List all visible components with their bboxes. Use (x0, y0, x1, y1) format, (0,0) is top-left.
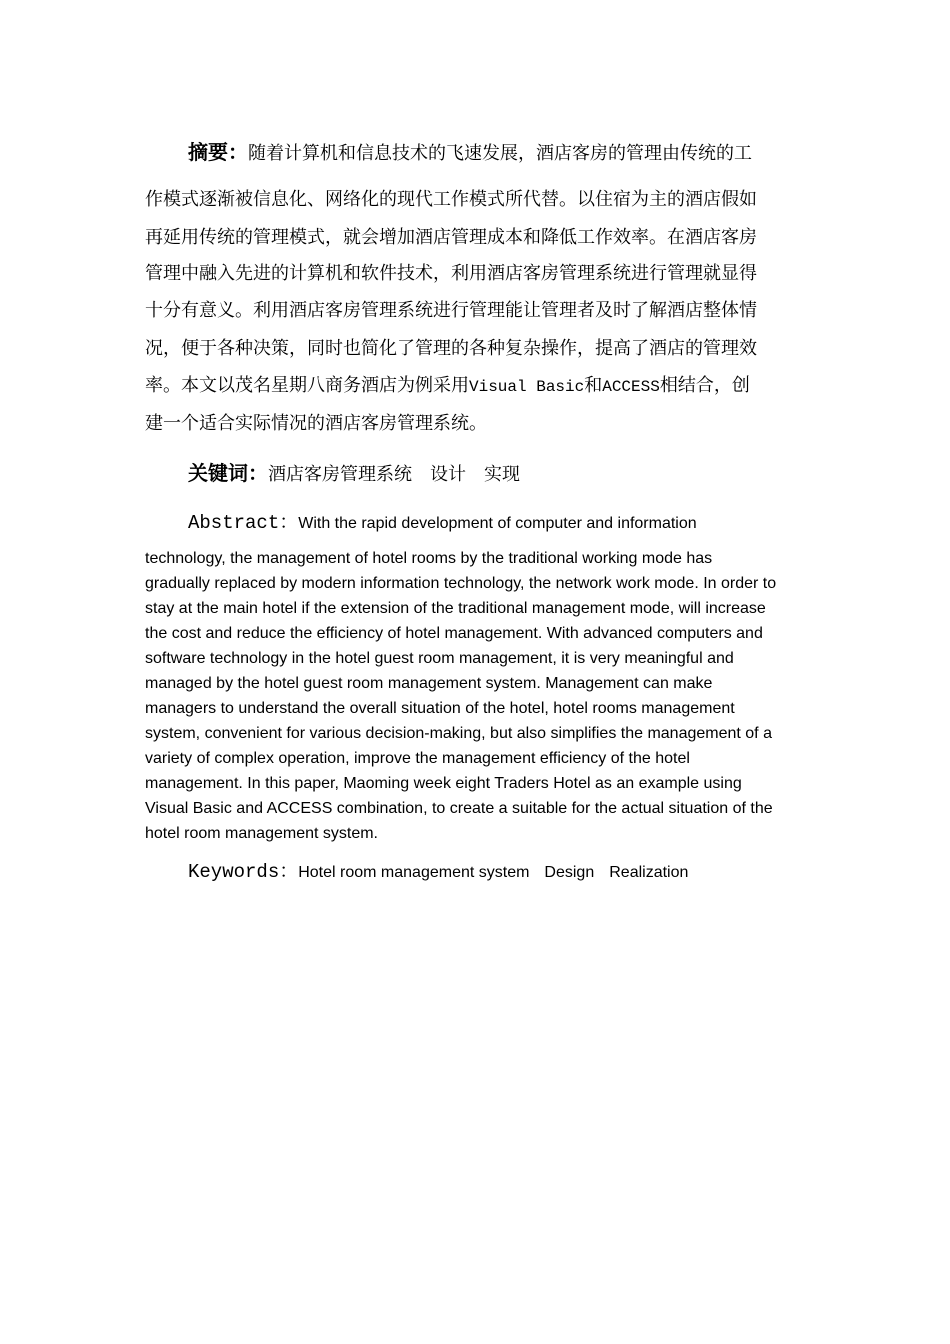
abstract-en-label: Abstract： (188, 512, 299, 534)
keyword-cn: 酒店客房管理系统 (268, 464, 412, 485)
abstract-en-first-line (188, 511, 697, 535)
keyword-en: Hotel room management system (298, 864, 530, 881)
abstract-cn-access: ACCESS (602, 378, 660, 396)
abstract-en-line: stay at the main hotel if the extension of the traditional management mode, will increase (145, 600, 766, 617)
keyword-cn: 实现 (484, 464, 520, 485)
keyword-cn: 设计 (430, 464, 466, 485)
keyword-en: Realization (609, 864, 689, 881)
abstract-cn-line: 随着计算机和信息技术的飞速发展，酒店客房的管理由传统的工 (248, 143, 752, 164)
abstract-en-line: With the rapid development of computer and information (298, 515, 697, 532)
abstract-en-line: the cost and reduce the efficiency of hotel management. With advanced computers and (145, 625, 763, 642)
abstract-en-line: managed by the hotel guest room management system. Management can make (145, 675, 713, 692)
abstract-cn-line: 再延用传统的管理模式，就会增加酒店管理成本和降低工作效率。在酒店客房 (145, 227, 757, 248)
abstract-cn-text: 率。本文以茂名星期八商务酒店为例采用 (145, 375, 469, 396)
abstract-cn-line: 况，便于各种决策，同时也简化了管理的各种复杂操作，提高了酒店的管理效 (145, 338, 757, 359)
abstract-en-line: hotel room management system. (145, 825, 378, 842)
abstract-en-line: software technology in the hotel guest room management, it is very meaningful and (145, 650, 734, 667)
keywords-cn-label: 关键词： (188, 461, 268, 485)
abstract-en-line: managers to understand the overall situation of the hotel, hotel rooms management (145, 700, 735, 717)
abstract-en-line: gradually replaced by modern information technology, the network work mode. In order to (145, 575, 777, 592)
abstract-cn-text: 相结合，创 (659, 375, 750, 396)
abstract-en-line: technology, the management of hotel rooms by the traditional working mode has (145, 550, 713, 567)
abstract-en-line: variety of complex operation, improve the management efficiency of the hotel (145, 750, 690, 767)
abstract-cn-line: 建一个适合实际情况的酒店客房管理系统。 (145, 413, 487, 434)
abstract-en-line: system, convenient for various decision-making, but also simplifies the management of a (145, 725, 772, 742)
abstract-cn-text: 和 (584, 375, 603, 396)
abstract-cn-line-7 (145, 374, 750, 399)
abstract-cn-label: 摘要： (188, 140, 248, 164)
abstract-cn-vb: Visual Basic (469, 378, 585, 396)
keyword-en: Design (544, 864, 595, 881)
keywords-cn (188, 461, 520, 487)
abstract-cn-line: 作模式逐渐被信息化、网络化的现代工作模式所代替。以住宿为主的酒店假如 (145, 189, 757, 210)
abstract-en-line: management. In this paper, Maoming week eight Traders Hotel as an example using (145, 775, 742, 792)
abstract-en-line: Visual Basic and ACCESS combination, to create a suitable for the actual situation of the (145, 800, 773, 817)
abstract-cn-first-line (188, 140, 752, 166)
abstract-cn-line: 管理中融入先进的计算机和软件技术，利用酒店客房管理系统进行管理就显得 (145, 263, 757, 284)
keywords-en (188, 860, 688, 884)
abstract-cn-line: 十分有意义。利用酒店客房管理系统进行管理能让管理者及时了解酒店整体情 (145, 300, 757, 321)
keywords-en-label: Keywords： (188, 861, 299, 883)
